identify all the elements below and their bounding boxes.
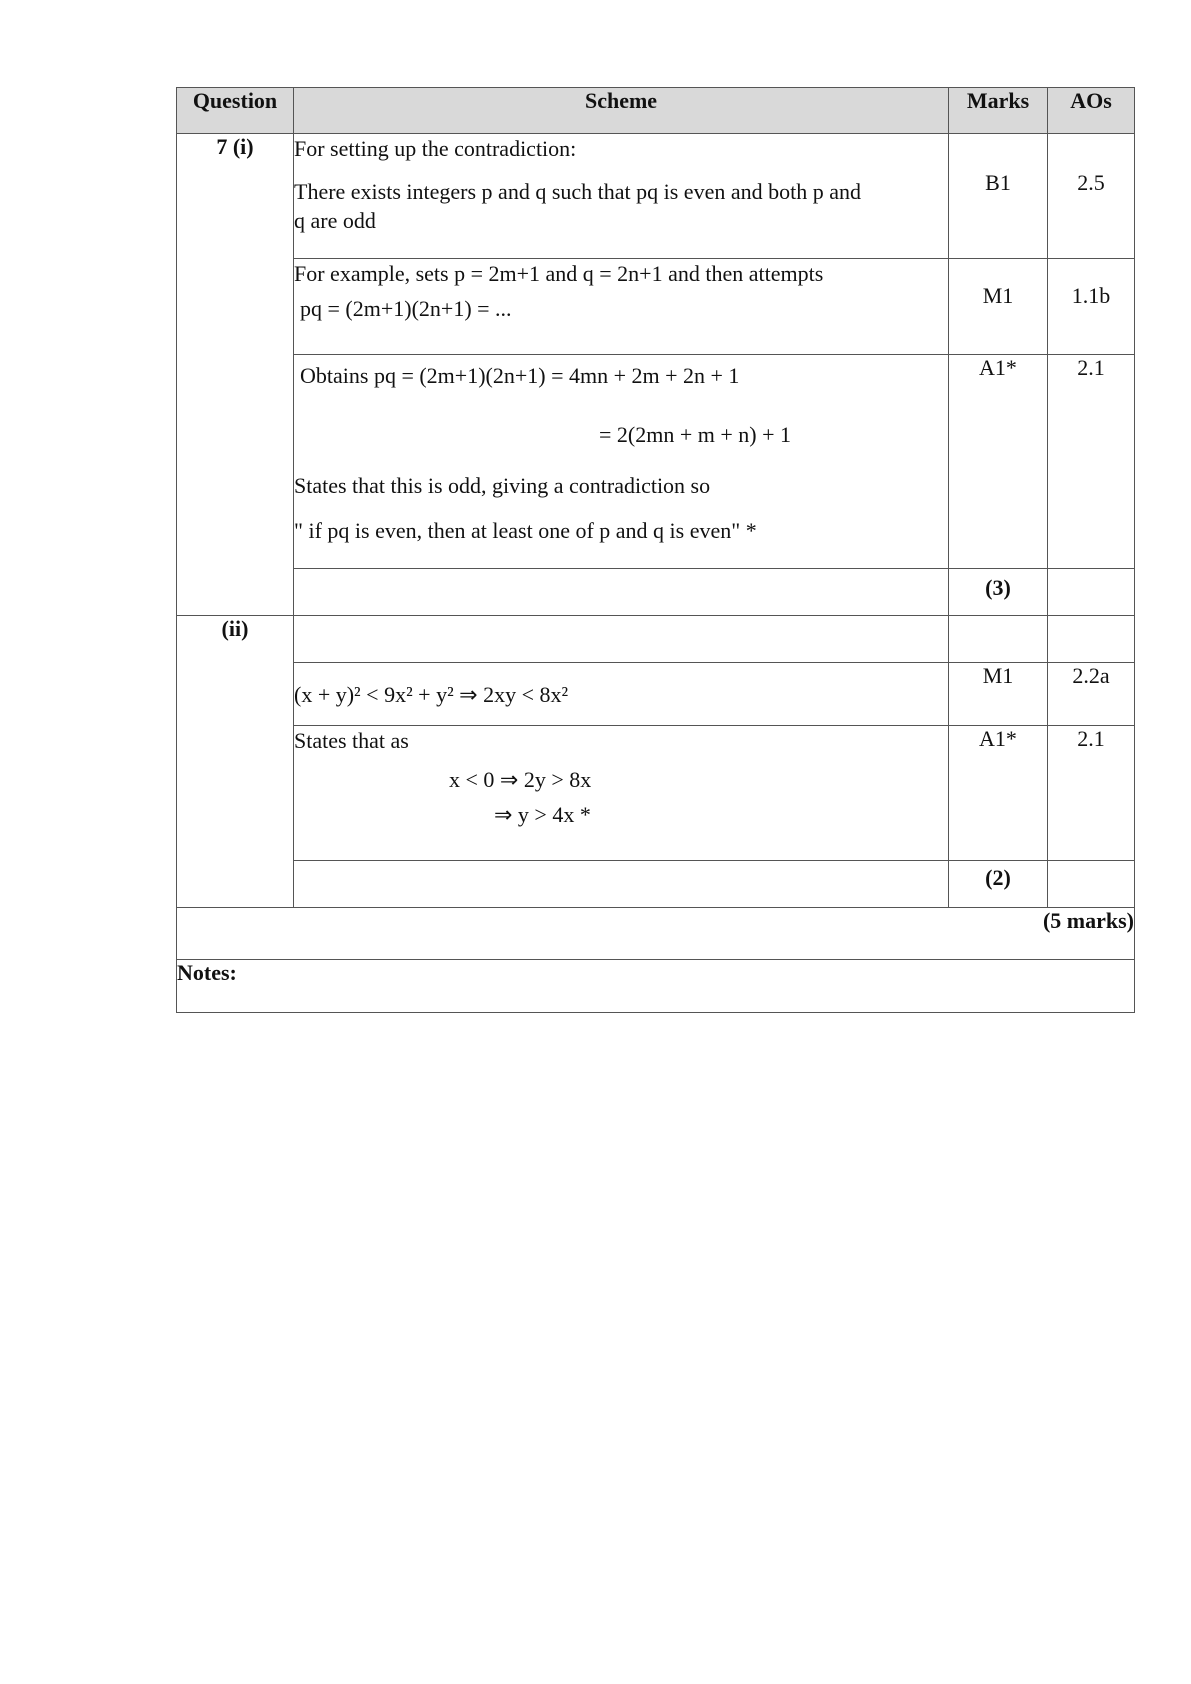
notes-row — [177, 960, 1135, 1013]
table-row — [177, 663, 1135, 726]
scheme-cell-empty — [294, 569, 949, 616]
total-row — [177, 908, 1135, 960]
table-row — [177, 569, 1135, 616]
header-aos: AOs — [1048, 88, 1135, 134]
mark-cell: A1* — [949, 726, 1048, 861]
scheme-cell-empty — [294, 861, 949, 908]
scheme-cell — [294, 134, 949, 259]
scheme-math: (x + y)² < 9x² + y² ⇒ 2xy < 8x² — [294, 681, 569, 707]
ao-cell: 2.5 — [1048, 134, 1135, 259]
scheme-math: x < 0 ⇒ 2y > 8x — [449, 767, 592, 792]
scheme-text: For example, sets p = 2m+1 and q = 2n+1 and then attempts — [294, 261, 824, 286]
header-row — [177, 88, 1135, 134]
table-row — [177, 355, 1135, 569]
scheme-text: " if pq is even, then at least one of p and q is even" * — [294, 518, 757, 543]
header-marks: Marks — [949, 88, 1048, 134]
scheme-math: ⇒ y > 4x * — [494, 802, 591, 827]
ao-cell: 2.2a — [1048, 663, 1135, 726]
ao-cell-empty — [1048, 861, 1135, 908]
scheme-cell — [294, 355, 949, 569]
ao-cell: 1.1b — [1048, 259, 1135, 355]
table-row — [177, 134, 1135, 259]
ao-cell-empty — [1048, 616, 1135, 663]
scheme-cell-empty — [294, 616, 949, 663]
scheme-text: There exists integers p and q such that pq is even and both p and — [294, 179, 861, 204]
scheme-math: pq = (2m+1)(2n+1) = ... — [300, 296, 512, 321]
ao-cell: 2.1 — [1048, 355, 1135, 569]
scheme-text: q are odd — [294, 208, 376, 233]
mark-cell: M1 — [949, 663, 1048, 726]
scheme-math: = 2(2mn + m + n) + 1 — [599, 422, 792, 447]
mark-cell: B1 — [949, 134, 1048, 259]
scheme-text: States that this is odd, giving a contradiction so — [294, 473, 711, 498]
scheme-text: For setting up the contradiction: — [294, 136, 577, 161]
ao-cell-empty — [1048, 569, 1135, 616]
header-question: Question — [177, 88, 294, 134]
table-row — [177, 861, 1135, 908]
mark-cell: A1* — [949, 355, 1048, 569]
table-row — [177, 616, 1135, 663]
scheme-cell — [294, 663, 949, 726]
notes-label: Notes: — [177, 960, 1135, 1013]
ao-cell: 2.1 — [1048, 726, 1135, 861]
mark-cell-empty — [949, 616, 1048, 663]
total-marks: (5 marks) — [177, 908, 1135, 960]
subtotal-marks: (2) — [949, 861, 1048, 908]
table-row — [177, 726, 1135, 861]
question-label-i: 7 (i) — [177, 134, 294, 616]
scheme-text: States that as — [294, 728, 409, 753]
scheme-cell — [294, 726, 949, 861]
subtotal-marks: (3) — [949, 569, 1048, 616]
scheme-math: Obtains pq = (2m+1)(2n+1) = 4mn + 2m + 2n + 1 — [300, 363, 740, 388]
question-label-ii: (ii) — [177, 616, 294, 908]
header-scheme: Scheme — [294, 88, 949, 134]
mark-cell: M1 — [949, 259, 1048, 355]
scheme-cell — [294, 259, 949, 355]
mark-scheme-table — [176, 87, 1135, 1013]
table-row — [177, 259, 1135, 355]
